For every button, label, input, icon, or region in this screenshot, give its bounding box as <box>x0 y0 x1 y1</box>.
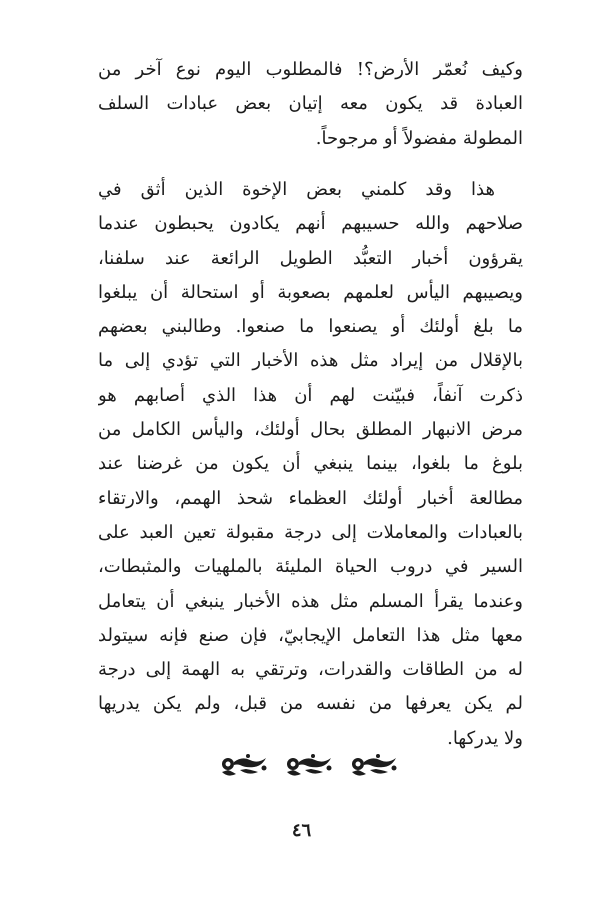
text-line: وعندما يقرأ المسلم مثل هذه الأخبار ينبغي أن يتعامل <box>98 590 523 612</box>
page-number: ٤٦ <box>291 820 312 841</box>
text-line: بالعبادات والمعاملات إلى درجة مقبولة تعين العبد على <box>98 521 523 543</box>
text-line: بالإقلال من إيراد مثل هذه الأخبار التي تؤدي إلى ما <box>98 350 523 372</box>
text-line: ويصيبهم اليأس لعلمهم بصعوبة أو استحالة أن يبلغوا <box>98 281 523 303</box>
text-line: معها مثل هذا التعامل الإيجابيّ، فإن صنع فإنه سيتولد <box>98 624 523 646</box>
text-line: السير في دروب الحياة المليئة بالملهيات والمثبطات، <box>98 556 523 578</box>
text-line: يقرؤون أخبار التعبُّد الطويل الرائعة عند سلفنا، <box>98 247 523 269</box>
text-line: ما بلغ أولئك أو يصنعوا ما صنعوا. وطالبني بعضهم <box>98 316 523 338</box>
text-line: لم يكن يعرفها من نفسه من قبل، ولم يكن يدريها <box>98 693 523 715</box>
floral-ornament-icon <box>348 750 400 780</box>
text-line: المطولة مفضولاً أو مرجوحاً. <box>315 127 523 149</box>
paragraph-1 <box>98 53 523 156</box>
text-line: مرض الانبهار المطلق بحال أولئك، واليأس الكامل من <box>98 419 523 441</box>
text-line: مطالعة أخبار أولئك العظماء شحذ الهمم، والارتقاء <box>98 487 523 509</box>
text-line: صلاحهم والله حسيبهم أنهم يكادون يحبطون عندما <box>98 213 523 235</box>
text-line: وكيف نُعمّر الأرض؟! فالمطلوب اليوم نوع آخر من <box>98 59 523 80</box>
text-line: ولا يدركها. <box>447 727 523 749</box>
text-line: ذكرت آنفاً، فبيّنت لهم أن هذا الذي أصابهم هو <box>98 384 523 406</box>
text-line: بلوغ ما بلغوا، بينما ينبغي أن يكون من غرضنا عند <box>98 453 523 475</box>
paragraph-2 <box>98 173 523 756</box>
ornament-divider <box>0 750 603 780</box>
text-line: العبادة قد يكون معه إتيان بعض عبادات السلف <box>98 93 523 115</box>
text-line: له من الطاقات والقدرات، وترتقي به الهمة إلى درجة <box>98 659 523 681</box>
floral-ornament-icon <box>283 750 335 780</box>
floral-ornament-icon <box>218 750 270 780</box>
text-line: هذا وقد كلمني بعض الإخوة الذين أثق في <box>98 179 495 200</box>
